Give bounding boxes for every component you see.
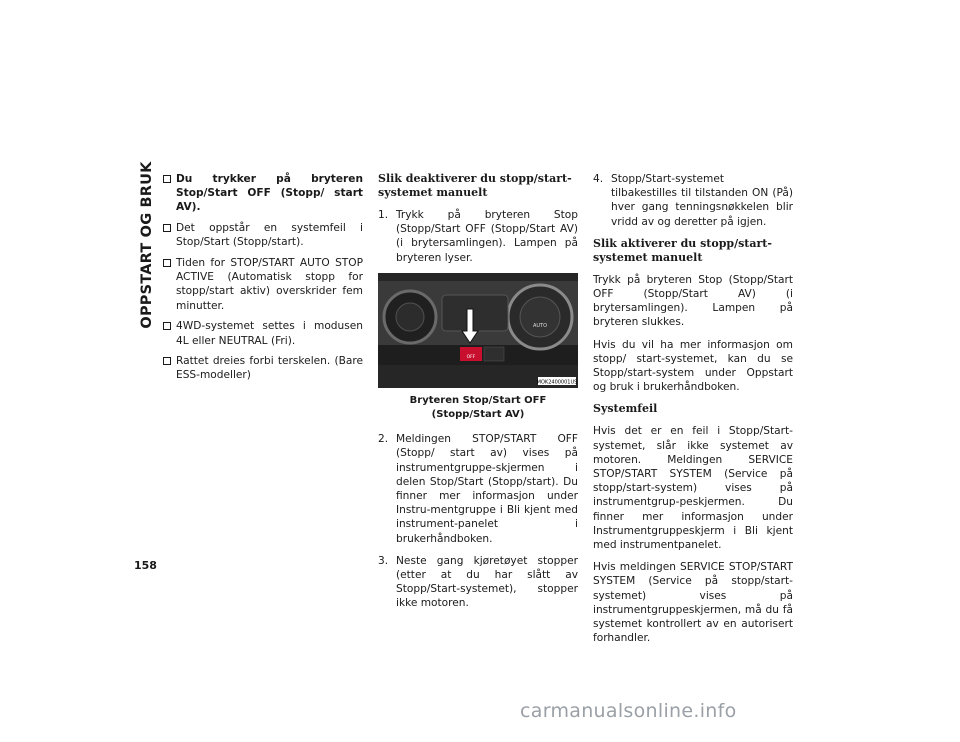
- column-1: [163, 172, 363, 389]
- checkbox-bullet-icon: [163, 259, 171, 267]
- numbered-step: [593, 172, 793, 229]
- bullet-item: [163, 256, 363, 313]
- paragraph: Trykk på bryteren Stop (Stopp/Start OFF (Stopp/Start AV) (i brytersamlingen). Lampen på bryteren slukkes.: [593, 273, 793, 329]
- paragraph: Hvis det er en feil i Stopp/Start-systemet, slår ikke systemet av motoren. Meldingen SERVICE STOP/START SYSTEM (Service på stopp/start-system) vises på instrumentgrup-peskjermen. Du finner mer informasjon under Instrumentgruppeskjerm i Bli kjent med instrumentpanelet.: [593, 425, 793, 552]
- step-number: 2.: [378, 433, 389, 446]
- bullet-item: [163, 221, 363, 249]
- figure-caption: Bryteren Stop/Start OFF (Stopp/Start AV): [409, 394, 547, 421]
- bullet-item: [163, 354, 363, 382]
- checkbox-bullet-icon: [163, 175, 171, 183]
- watermark: carmanualsonline.info: [520, 700, 737, 722]
- auto-label: AUTO: [532, 322, 548, 329]
- section-heading: Slik deaktiverer du stopp/start-systemet manuelt: [378, 172, 572, 199]
- control-panel-illustration: [378, 273, 578, 388]
- page-number: 158: [134, 559, 157, 572]
- column-3: [593, 172, 793, 653]
- control-panel-photo: [378, 273, 578, 388]
- paragraph: Hvis meldingen SERVICE STOP/START SYSTEM (Service på stopp/start-systemet) vises på instrumentgruppeskjermen, må du få systemet kontrollert av en autorisert forhandler.: [593, 561, 793, 645]
- off-label: OFF: [466, 354, 476, 360]
- bullet-text: Det oppstår en systemfeil i Stop/Start (Stopp/start).: [176, 222, 363, 249]
- section-tab: [136, 161, 158, 329]
- bullet-item: [163, 319, 363, 347]
- numbered-step: [378, 208, 578, 265]
- numbered-step: [378, 554, 578, 611]
- step-number: 1.: [378, 209, 389, 221]
- bullet-text: Tiden for STOP/START AUTO STOP ACTIVE (Automatisk stopp for stopp/start aktiv) overskrider fem minutter.: [176, 257, 363, 312]
- step-text: Trykk på bryteren Stop (Stopp/Start OFF (Stopp/Start AV) (i brytersamlingen). Lampen på bryteren lyser.: [396, 209, 578, 264]
- step-number: 4.: [593, 173, 604, 185]
- checkbox-bullet-icon: [163, 357, 171, 365]
- bullet-text: Du trykker på bryteren Stop/Start OFF (Stopp/ start AV).: [176, 173, 363, 214]
- column-2: [378, 172, 578, 619]
- step-text: Neste gang kjøretøyet stopper (etter at du har slått av Stopp/Start-systemet), stopper ikke motoren.: [396, 554, 578, 610]
- figure-code: MOK2400001US: [536, 379, 578, 386]
- step-number: 3.: [378, 554, 389, 567]
- section-tab-label: OPPSTART OG BRUK: [139, 161, 155, 329]
- section-heading: Systemfeil: [593, 402, 658, 416]
- section-heading: Slik aktiverer du stopp/start-systemet manuelt: [593, 236, 772, 264]
- paragraph: Hvis du vil ha mer informasjon om stopp/ start-systemet, kan du se Stopp/start-system under Oppstart og bruk i brukerhåndboken.: [593, 338, 793, 394]
- bullet-text: 4WD-systemet settes i modusen 4L eller NEUTRAL (Fri).: [176, 320, 363, 347]
- step-text: Stopp/Start-systemet tilbakestilles til tilstanden ON (På) hver gang tenningsnøkkelen blir vridd av og deretter på igjen.: [611, 173, 793, 228]
- numbered-step: [378, 432, 578, 546]
- checkbox-bullet-icon: [163, 322, 171, 330]
- step-text: Meldingen STOP/START OFF (Stopp/ start av) vises på instrumentgruppe-skjermen i delen Stop/Start (Stopp/start). Du finner mer informasjon under Instru-mentgruppe i Bli kjent med instrument-panelet i brukerhåndboken.: [396, 433, 578, 545]
- bullet-item: [163, 172, 363, 215]
- checkbox-bullet-icon: [163, 224, 171, 232]
- bullet-text: Rattet dreies forbi terskelen. (Bare ESS-modeller): [176, 355, 363, 382]
